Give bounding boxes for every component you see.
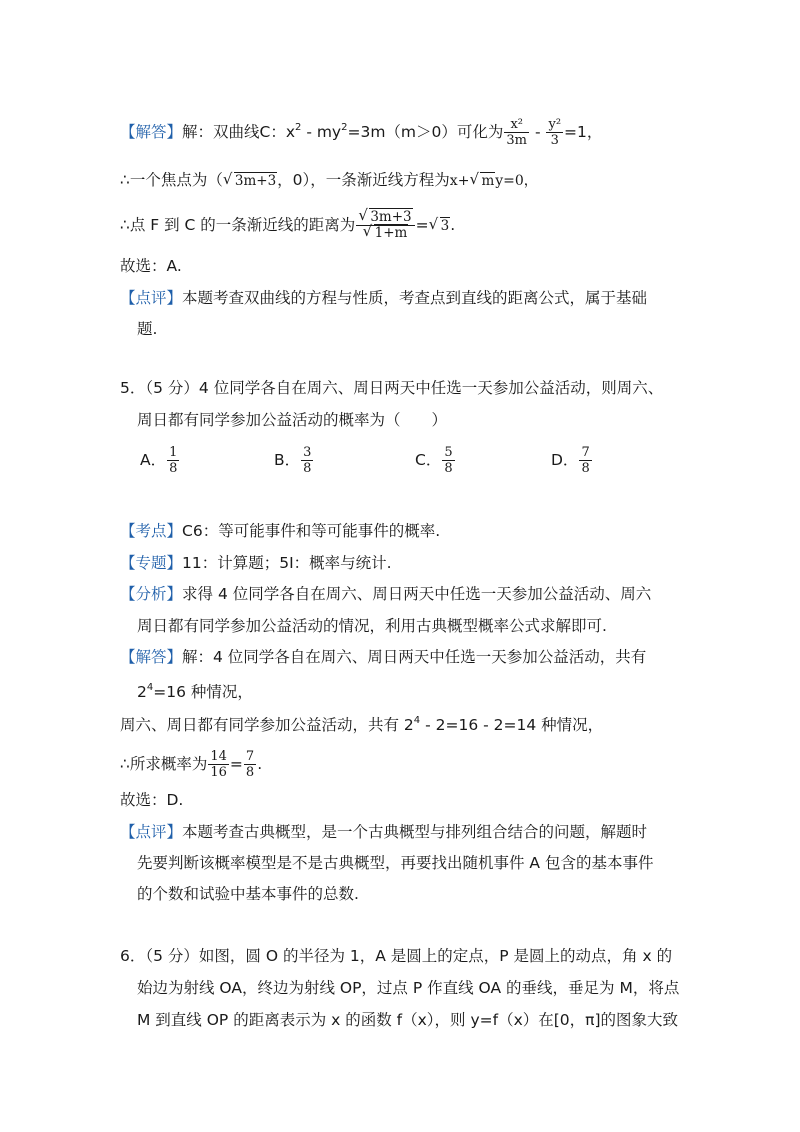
q5-option-d: D． $\frac{7}{8}$ [551,445,590,476]
fraction-y2-over-3: $\frac{\text{y²}}{3}$ [548,117,562,148]
q5-kaodian: 【考点】C6：等可能事件和等可能事件的概率. [120,522,441,540]
q5-zhuanti: 【专题】11：计算题；5I：概率与统计. [120,554,392,572]
q4-answer: 故选：A. [120,257,182,275]
q5-option-b: B． $\frac{3}{8}$ [274,445,312,476]
comment-tag: 【点评】 [120,823,183,841]
q5-solution-line1: 【解答】解：4 位同学各自在周六、周日两天中任选一天参加公益活动，共有 [120,648,647,666]
q6-stem-line2: 始边为射线 OA，终边为射线 OP，过点 P 作直线 OA 的垂线，垂足为 M，将点 [137,979,680,997]
q5-stem-line1: 5．（5 分）4 位同学各自在周六、周日两天中任选一天参加公益活动，则周六、 [120,379,664,397]
comment-tag: 【点评】 [120,289,183,307]
q5-answer: 故选：D. [120,791,184,809]
solution-tag: 【解答】 [120,648,183,666]
q4-comment-line1: 【点评】本题考查双曲线的方程与性质，考查点到直线的距离公式，属于基础 [120,289,648,307]
sqrt-3m-plus-3: √ 3m+3 [223,169,277,193]
q5-option-c: C． $\frac{5}{8}$ [415,445,453,476]
q5-option-a: A． $\frac{1}{8}$ [140,445,178,476]
solution-tag: 【解答】 [120,123,183,141]
q5-solution-line2: $2^4=16$ 种情况， [137,682,253,701]
q4-comment-line2: 题. [137,320,158,338]
q5-stem-line2: 周日都有同学参加公益活动的概率为（ ） [137,411,448,429]
kaodian-tag: 【考点】 [120,522,183,540]
fraction-x2-over-3m: $\frac{\text{x²}}{3m}$ [506,117,528,148]
q4-solution-line3: ∴点 F 到 C 的一条渐近线的距离为 √ 3m+3 √ 1+m =√ 3. [120,210,455,241]
q4-solution-line1: 【解答】解：双曲线C：$x^2 - my^2=3m(m>0)$可化为 $\frac{\text{x²}}{3m}$ - $\frac{\text{y²}}{3}$ =1， [120,117,603,148]
q5-fenxi-line1: 【分析】求得 4 位同学各自在周六、周日两天中任选一天参加公益活动、周六 [120,585,652,603]
sqrt-3: √ 3 [429,214,451,238]
q5-comment-line2: 先要判断该概率模型是不是古典概型，再要找出随机事件 A 包含的基本事件 [137,854,654,872]
distance-fraction: √ 3m+3 √ 1+m [356,210,414,241]
q6-stem-line1: 6．（5 分）如图，圆 O 的半径为 1，A 是圆上的定点，P 是圆上的动点，角 x 的 [120,947,673,965]
fraction-7-8: $\frac{7}{8}$ [245,749,255,780]
q5-comment-line3: 的个数和试验中基本事件的总数. [137,885,359,903]
zhuanti-tag: 【专题】 [120,554,183,572]
q5-solution-line4: ∴所求概率为 $\frac{14}{16}$ = $\frac{7}{8}$ . [120,749,263,780]
fenxi-tag: 【分析】 [120,585,183,603]
q5-comment-line1: 【点评】本题考查古典概型，是一个古典概型与排列组合结合的问题，解题时 [120,823,648,841]
q5-solution-line3: 周六、周日都有同学参加公益活动，共有 $2^4 - 2=16 - 2=14$ 种情况， [120,715,604,734]
q4-solution-line2: ∴一个焦点为（√ 3m+3，0），一条渐近线方程为x+√ my=0， [120,168,538,193]
q6-stem-line3: M 到直线 OP 的距离表示为 x 的函数 f（x），则 y=f（x）在[0，π]的图象大致 [137,1011,679,1029]
q5-fenxi-line2: 周日都有同学参加公益活动的情况，利用古典概型概率公式求解即可. [137,617,607,635]
fraction-14-16: $\frac{14}{16}$ [210,749,227,780]
sqrt-m: √ m [469,169,495,193]
